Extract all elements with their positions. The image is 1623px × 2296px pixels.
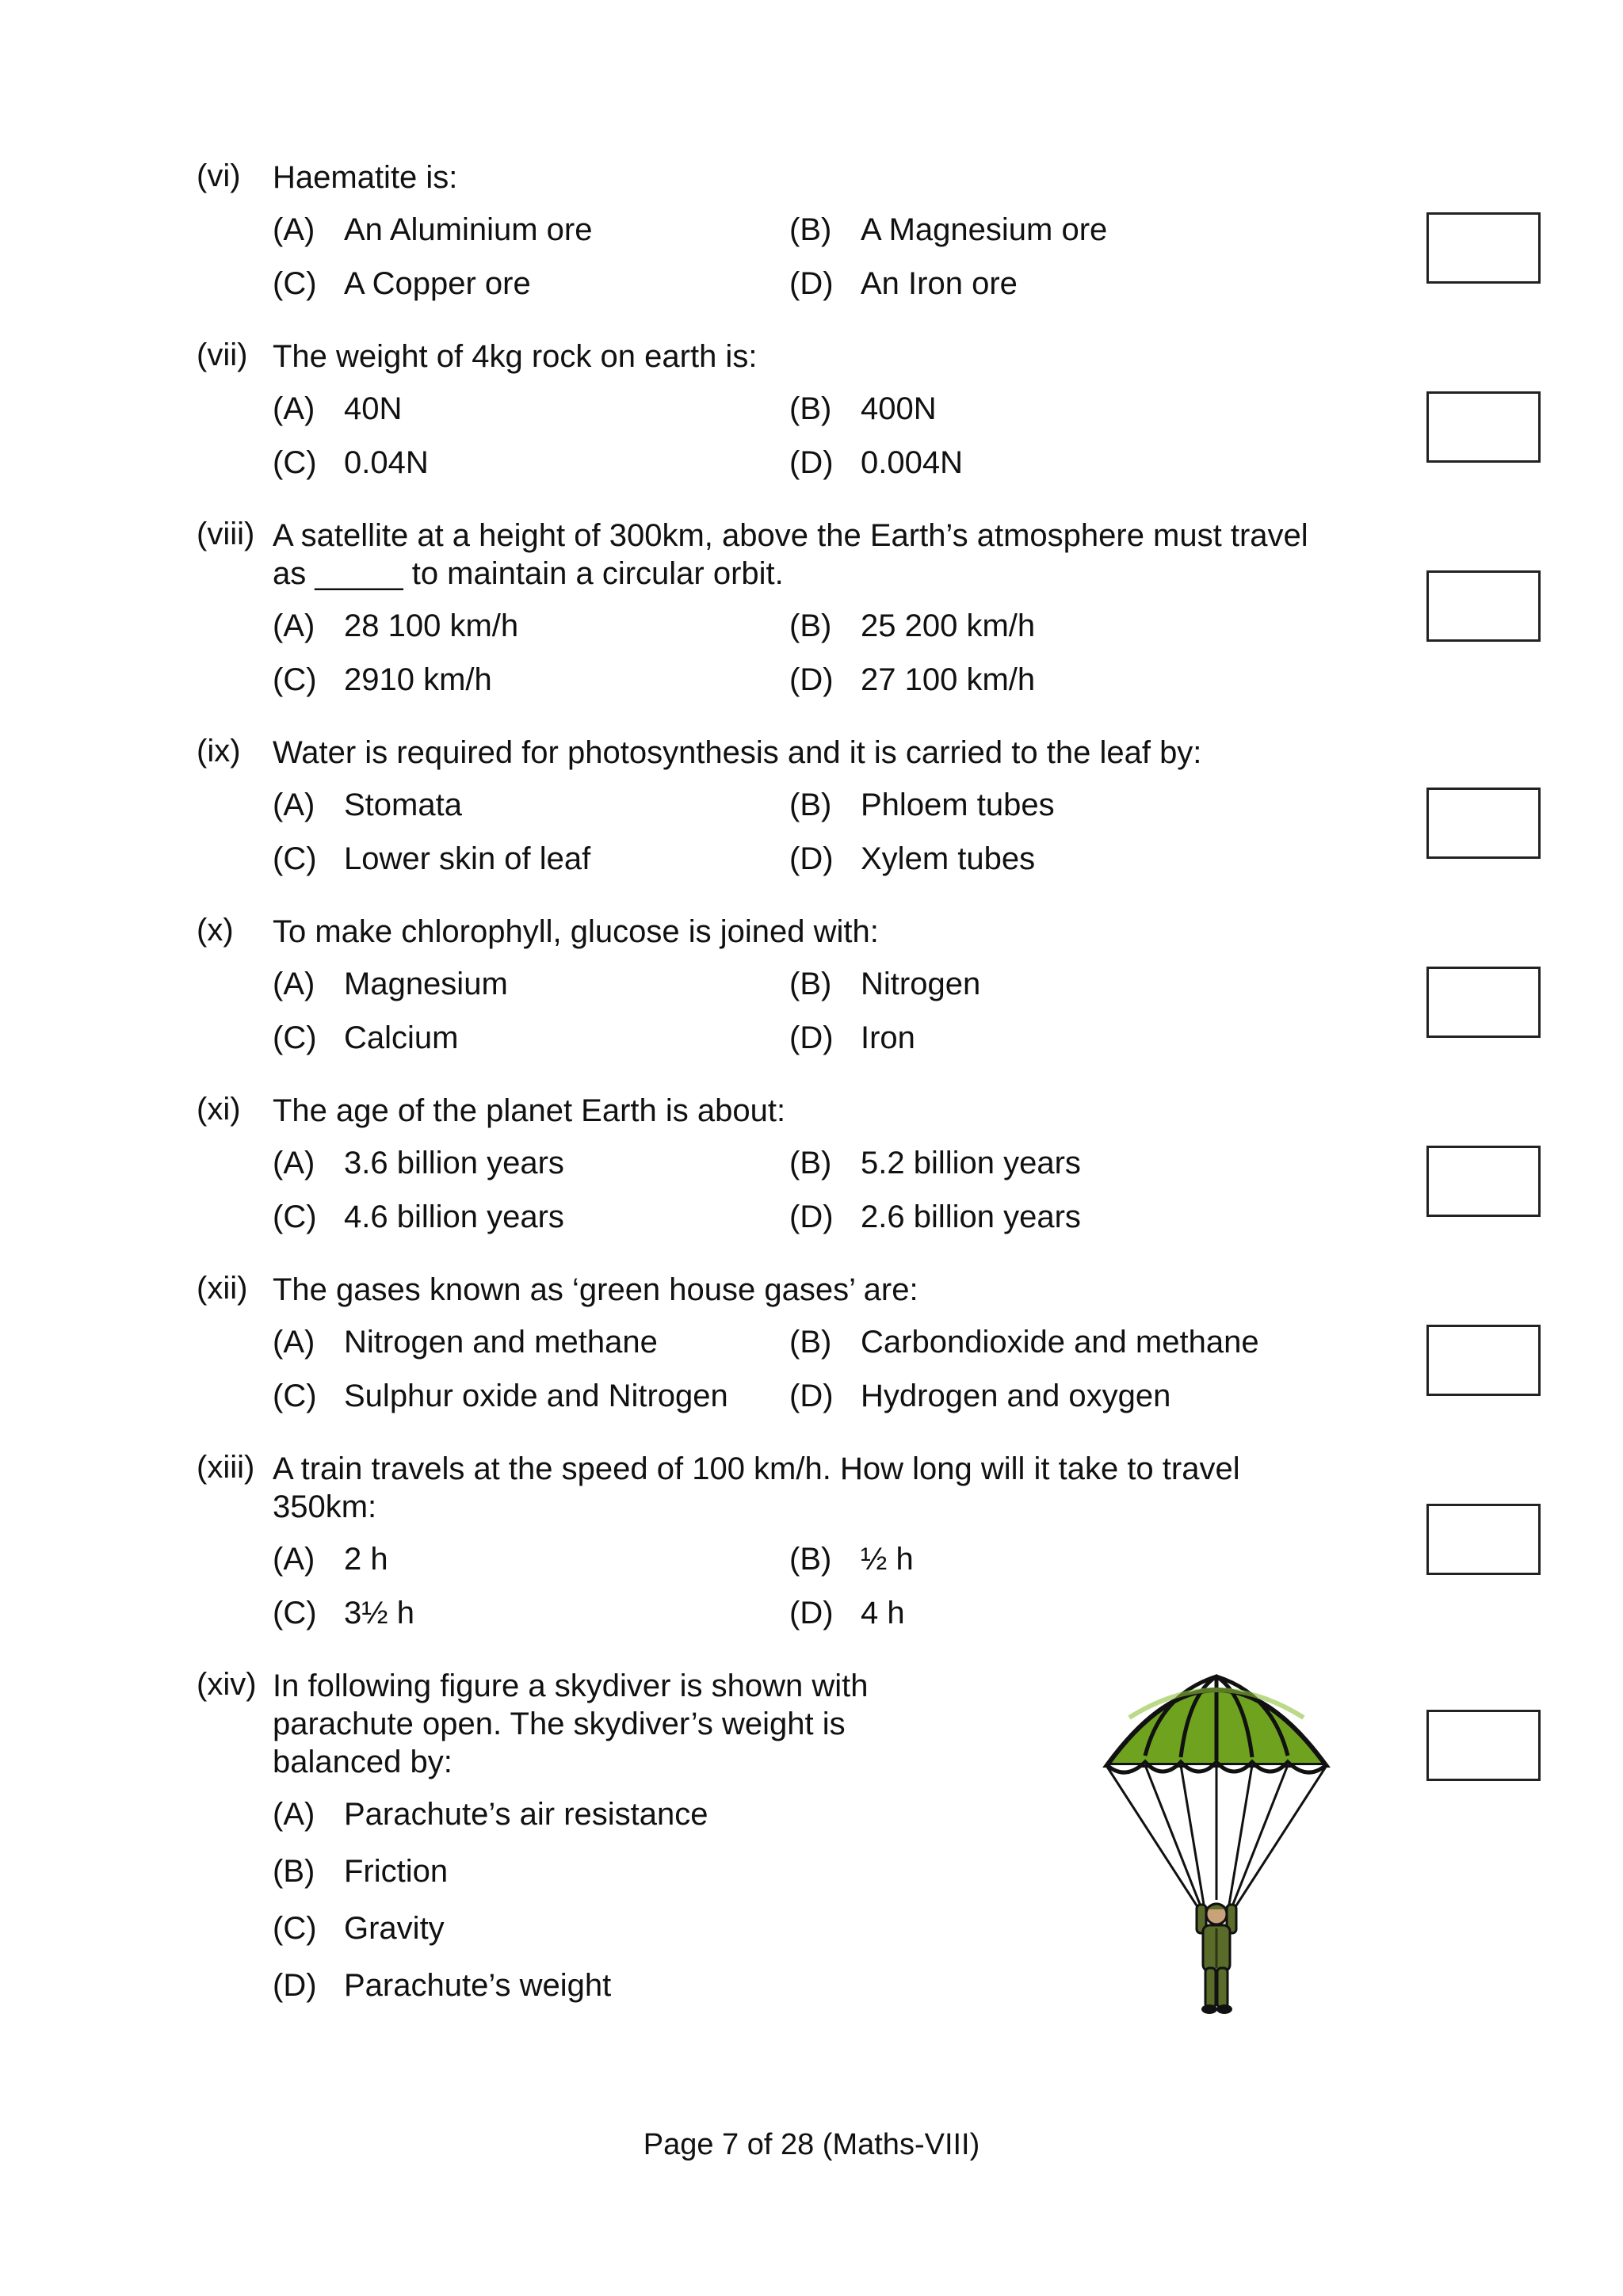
question-number: (xi) — [197, 1092, 241, 1127]
option-text: Stomata — [344, 788, 462, 822]
page-footer: Page 7 of 28 (Maths-VIII) — [643, 2128, 980, 2161]
option-text: Nitrogen and methane — [344, 1325, 658, 1360]
option-text: 2910 km/h — [344, 662, 492, 697]
option-letter: (A) — [273, 212, 315, 247]
option-text: Phloem tubes — [861, 788, 1055, 822]
question-text: Haematite is: — [273, 160, 458, 195]
option-text: 400N — [861, 391, 937, 426]
option-text: 3½ h — [344, 1596, 414, 1630]
option-letter: (A) — [273, 391, 315, 426]
answer-box[interactable] — [1426, 788, 1541, 859]
option-text: An Iron ore — [861, 266, 1018, 301]
question-number: (viii) — [197, 517, 255, 551]
question-number: (ix) — [197, 734, 241, 769]
option-text: 25 200 km/h — [861, 608, 1036, 643]
option-text: A Magnesium ore — [861, 212, 1108, 247]
option-text: Hydrogen and oxygen — [861, 1379, 1171, 1413]
option-text: 0.004N — [861, 445, 963, 480]
option-text: Nitrogen — [861, 967, 981, 1001]
option-text: Calcium — [344, 1020, 459, 1055]
option-text: 2 h — [344, 1542, 388, 1577]
option-letter: (D) — [789, 1199, 834, 1234]
option-letter: (B) — [789, 212, 832, 247]
question-text: The gases known as ‘green house gases’ are: — [273, 1272, 918, 1307]
option-letter: (D) — [789, 1379, 834, 1413]
option-letter: (C) — [273, 266, 317, 301]
question-text: To make chlorophyll, glucose is joined with: — [273, 914, 879, 949]
option-letter: (B) — [789, 1146, 832, 1180]
option-letter: (B) — [789, 788, 832, 822]
option-text: Gravity — [344, 1911, 445, 1946]
option-text: 2.6 billion years — [861, 1199, 1081, 1234]
option-text: Parachute’s air resistance — [344, 1797, 708, 1832]
option-letter: (B) — [789, 608, 832, 643]
option-letter: (A) — [273, 967, 315, 1001]
option-text: Lower skin of leaf — [344, 841, 591, 876]
option-letter: (A) — [273, 788, 315, 822]
option-letter: (A) — [273, 1325, 315, 1360]
option-text: 3.6 billion years — [344, 1146, 564, 1180]
skydiver-parachute-icon — [1098, 1662, 1335, 2019]
option-letter: (D) — [789, 841, 834, 876]
answer-box[interactable] — [1426, 212, 1541, 284]
option-text: 0.04N — [344, 445, 429, 480]
option-letter: (A) — [273, 608, 315, 643]
option-letter: (D) — [789, 266, 834, 301]
option-text: Carbondioxide and methane — [861, 1325, 1259, 1360]
option-letter: (A) — [273, 1542, 315, 1577]
option-letter: (D) — [789, 662, 834, 697]
option-letter: (C) — [273, 1596, 317, 1630]
option-letter: (C) — [273, 1911, 317, 1946]
question-text: The age of the planet Earth is about: — [273, 1093, 786, 1128]
answer-box[interactable] — [1426, 1325, 1541, 1396]
option-text: 27 100 km/h — [861, 662, 1036, 697]
option-letter: (B) — [789, 967, 832, 1001]
question-number: (xiii) — [197, 1450, 255, 1485]
question-number: (x) — [197, 913, 234, 948]
option-text: 5.2 billion years — [861, 1146, 1081, 1180]
option-letter: (D) — [789, 1596, 834, 1630]
question-text: Water is required for photosynthesis and it is carried to the leaf by: — [273, 735, 1202, 770]
option-text: 28 100 km/h — [344, 608, 519, 643]
question-number: (xii) — [197, 1271, 248, 1306]
option-letter: (B) — [273, 1854, 315, 1889]
question-number: (vii) — [197, 338, 248, 372]
option-text: A Copper ore — [344, 266, 531, 301]
option-text: Xylem tubes — [861, 841, 1036, 876]
answer-box[interactable] — [1426, 967, 1541, 1038]
option-text: Magnesium — [344, 967, 508, 1001]
option-letter: (D) — [273, 1968, 317, 2003]
option-text: Friction — [344, 1854, 449, 1889]
option-letter: (B) — [789, 1325, 832, 1360]
option-letter: (D) — [789, 1020, 834, 1055]
option-letter: (B) — [789, 1542, 832, 1577]
question-number: (vi) — [197, 158, 241, 193]
option-letter: (C) — [273, 841, 317, 876]
option-text: 4 h — [861, 1596, 905, 1630]
question-number: (xiv) — [197, 1667, 257, 1702]
question-text: The weight of 4kg rock on earth is: — [273, 339, 758, 374]
option-letter: (C) — [273, 445, 317, 480]
option-text: 40N — [344, 391, 403, 426]
option-letter: (B) — [789, 391, 832, 426]
answer-box[interactable] — [1426, 1146, 1541, 1217]
option-text: Iron — [861, 1020, 915, 1055]
question-text: A satellite at a height of 300km, above the Earth’s atmosphere must travel as _____ to maintain a circular orbit. — [273, 518, 1308, 591]
question-text: A train travels at the speed of 100 km/h. How long will it take to travel 350km: — [273, 1451, 1240, 1524]
option-text: ½ h — [861, 1542, 914, 1577]
answer-box[interactable] — [1426, 1504, 1541, 1575]
option-text: 4.6 billion years — [344, 1199, 564, 1234]
option-letter: (C) — [273, 1199, 317, 1234]
option-text: Parachute’s weight — [344, 1968, 612, 2003]
option-letter: (A) — [273, 1797, 315, 1832]
option-text: An Aluminium ore — [344, 212, 593, 247]
option-letter: (C) — [273, 1020, 317, 1055]
answer-box[interactable] — [1426, 391, 1541, 463]
question-text: In following figure a skydiver is shown with parachute open. The skydiver’s weight is balanced by: — [273, 1669, 869, 1779]
option-letter: (A) — [273, 1146, 315, 1180]
option-letter: (D) — [789, 445, 834, 480]
option-letter: (C) — [273, 1379, 317, 1413]
option-text: Sulphur oxide and Nitrogen — [344, 1379, 728, 1413]
answer-box[interactable] — [1426, 570, 1541, 642]
option-letter: (C) — [273, 662, 317, 697]
answer-box[interactable] — [1426, 1710, 1541, 1781]
